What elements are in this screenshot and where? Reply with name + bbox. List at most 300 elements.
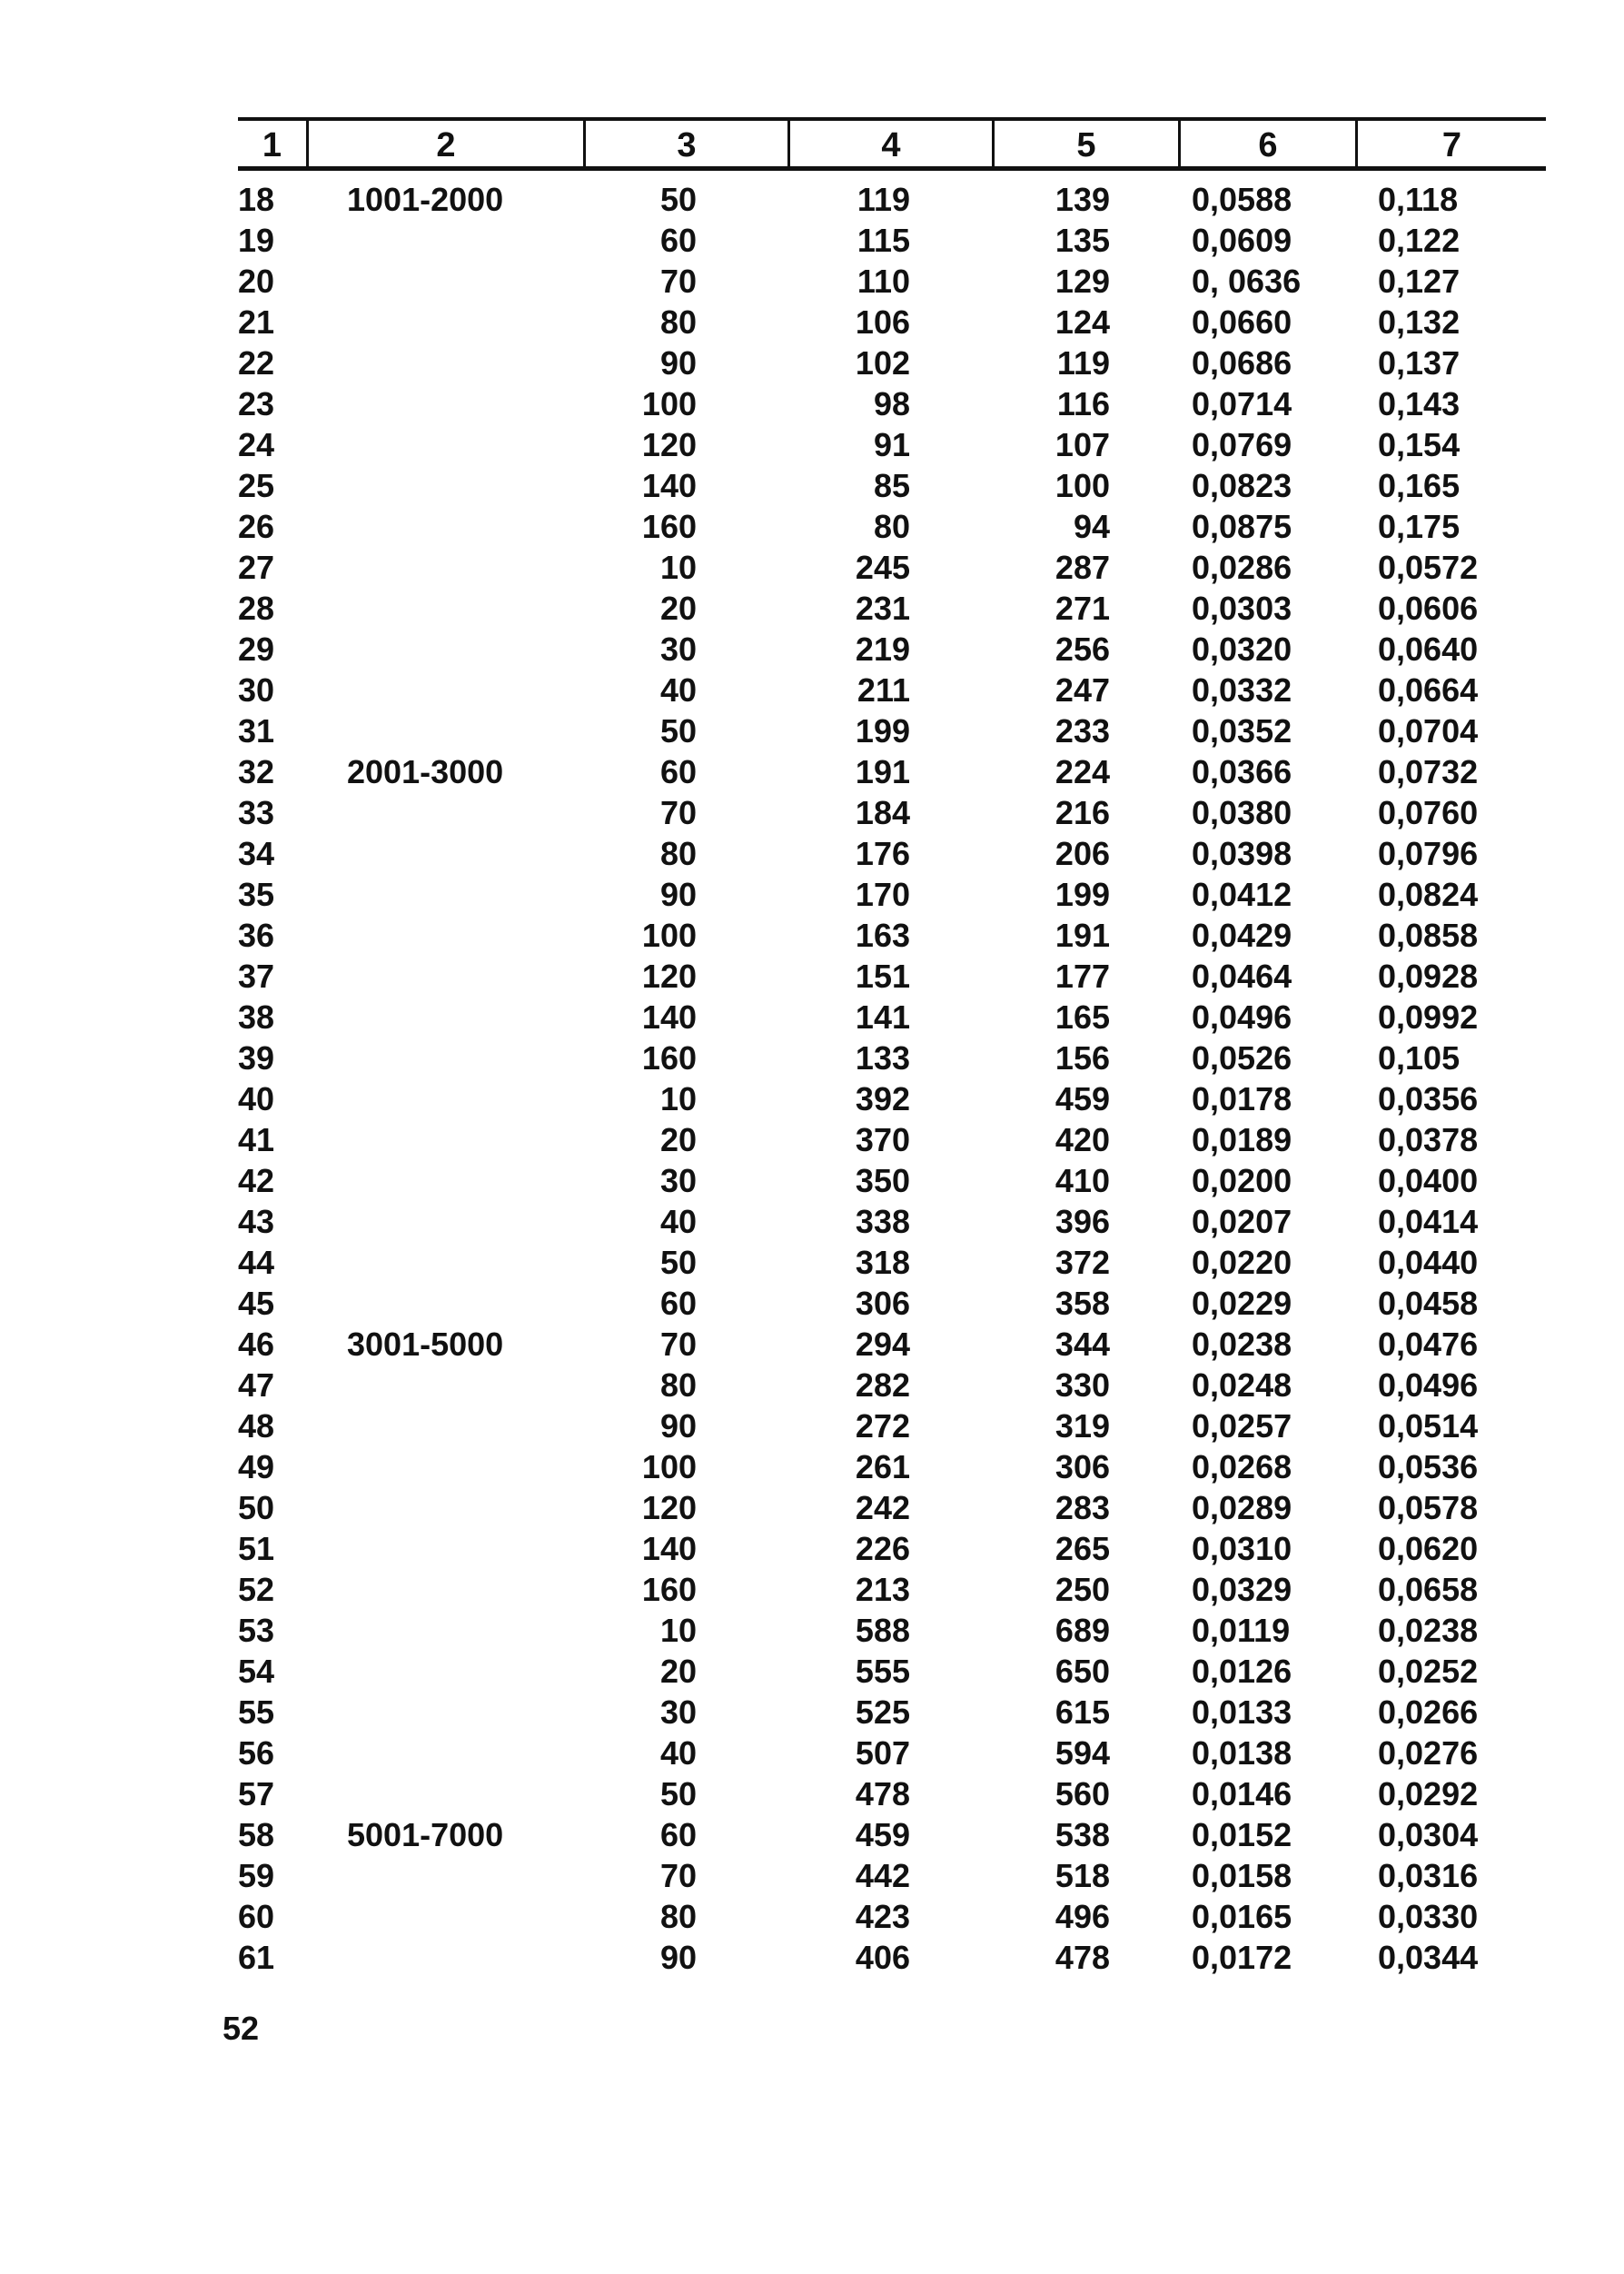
table-row — [238, 1651, 1546, 1692]
table-row — [238, 506, 1546, 547]
table-cell-col1: 20 — [238, 263, 275, 300]
table-cell-col1: 18 — [238, 181, 275, 218]
table-cell-col4: 141 — [855, 998, 910, 1036]
table-cell-col7: 0,122 — [1378, 222, 1461, 259]
table-row — [238, 1733, 1546, 1773]
table-cell-col5: 344 — [1055, 1326, 1110, 1363]
table-cell-col5: 247 — [1055, 671, 1110, 709]
table-row — [238, 1569, 1546, 1610]
table-cell-col6: 0,0286 — [1192, 549, 1292, 586]
table-cell-col6: 0,0609 — [1192, 222, 1292, 259]
column-header-7: 7 — [1441, 126, 1462, 164]
table-header-rule — [238, 166, 1546, 171]
table-cell-col5: 478 — [1055, 1939, 1110, 1976]
table-cell-col7: 0,154 — [1378, 426, 1461, 463]
table-row — [238, 343, 1546, 383]
table-cell-col2: 5001-7000 — [347, 1816, 504, 1853]
table-cell-col5: 358 — [1055, 1285, 1110, 1322]
table-cell-col4: 588 — [855, 1612, 910, 1649]
table-cell-col6: 0,0875 — [1192, 508, 1292, 545]
table-row — [238, 1855, 1546, 1896]
table-cell-col5: 177 — [1055, 958, 1110, 995]
table-row — [238, 1610, 1546, 1651]
table-cell-col1: 43 — [238, 1203, 275, 1240]
table-cell-col1: 60 — [238, 1898, 275, 1935]
table-cell-col3: 50 — [659, 1244, 697, 1281]
table-row — [238, 179, 1546, 220]
table-cell-col5: 330 — [1055, 1366, 1110, 1404]
table-cell-col4: 226 — [855, 1530, 910, 1567]
table-cell-col3: 60 — [659, 1285, 697, 1322]
table-cell-col7: 0,0496 — [1378, 1366, 1479, 1404]
table-cell-col1: 33 — [238, 794, 275, 831]
table-cell-col5: 124 — [1055, 303, 1110, 341]
table-row — [238, 1937, 1546, 1978]
table-cell-col4: 306 — [855, 1285, 910, 1322]
table-cell-col6: 0,0823 — [1192, 467, 1292, 504]
table-cell-col6: 0,0289 — [1192, 1489, 1292, 1526]
table-row — [238, 670, 1546, 710]
table-cell-col6: 0,0412 — [1192, 876, 1292, 913]
table-cell-col6: 0,0366 — [1192, 753, 1292, 790]
table-cell-col1: 28 — [238, 590, 275, 627]
table-cell-col1: 48 — [238, 1407, 275, 1445]
table-cell-col5: 139 — [1055, 181, 1110, 218]
table-cell-col1: 56 — [238, 1734, 275, 1772]
table-cell-col5: 560 — [1055, 1775, 1110, 1812]
table-cell-col1: 54 — [238, 1653, 275, 1690]
table-cell-col4: 199 — [855, 712, 910, 750]
table-row — [238, 997, 1546, 1038]
table-cell-col3: 60 — [659, 222, 697, 259]
table-row — [238, 1201, 1546, 1242]
table-cell-col4: 423 — [855, 1898, 910, 1935]
table-row — [238, 1446, 1546, 1487]
table-cell-col6: 0,0329 — [1192, 1571, 1292, 1608]
table-cell-col3: 10 — [659, 1612, 697, 1649]
column-header-4: 4 — [881, 126, 901, 164]
table-cell-col7: 0,0356 — [1378, 1080, 1479, 1117]
table-cell-col3: 50 — [659, 1775, 697, 1812]
table-cell-col3: 100 — [641, 1448, 697, 1485]
table-cell-col6: 0,0126 — [1192, 1653, 1292, 1690]
table-cell-col4: 91 — [873, 426, 910, 463]
table-cell-col5: 191 — [1055, 917, 1110, 954]
column-header-1: 1 — [262, 126, 282, 164]
table-cell-col7: 0,137 — [1378, 344, 1461, 382]
table-row — [238, 956, 1546, 997]
table-cell-col6: 0,0660 — [1192, 303, 1292, 341]
table-cell-col3: 10 — [659, 549, 697, 586]
table-cell-col1: 58 — [238, 1816, 275, 1853]
table-cell-col4: 507 — [855, 1734, 910, 1772]
table-cell-col3: 70 — [659, 794, 697, 831]
table-cell-col5: 233 — [1055, 712, 1110, 750]
table-cell-col4: 406 — [855, 1939, 910, 1976]
table-cell-col1: 21 — [238, 303, 275, 341]
table-cell-col7: 0,0514 — [1378, 1407, 1479, 1445]
table-row — [238, 1896, 1546, 1937]
table-cell-col4: 98 — [873, 385, 910, 422]
table-row — [238, 261, 1546, 302]
table-cell-col4: 219 — [855, 631, 910, 668]
table-cell-col7: 0,0400 — [1378, 1162, 1479, 1199]
table-cell-col6: 0,0310 — [1192, 1530, 1292, 1567]
table-cell-col5: 94 — [1073, 508, 1110, 545]
table-cell-col4: 231 — [855, 590, 910, 627]
table-cell-col1: 52 — [238, 1571, 275, 1608]
table-cell-col7: 0,132 — [1378, 303, 1461, 341]
table-cell-col7: 0,0344 — [1378, 1939, 1479, 1976]
table-cell-col4: 80 — [873, 508, 910, 545]
table-cell-col4: 184 — [855, 794, 910, 831]
table-cell-col5: 265 — [1055, 1530, 1110, 1567]
table-cell-col7: 0,0796 — [1378, 835, 1479, 872]
table-cell-col3: 70 — [659, 1326, 697, 1363]
table-cell-col6: 0,0320 — [1192, 631, 1292, 668]
table-cell-col7: 0,0578 — [1378, 1489, 1479, 1526]
table-cell-col1: 35 — [238, 876, 275, 913]
table-cell-col3: 140 — [641, 1530, 697, 1567]
table-cell-col6: 0,0398 — [1192, 835, 1292, 872]
table-cell-col3: 100 — [641, 917, 697, 954]
table-cell-col3: 20 — [659, 1653, 697, 1690]
table-cell-col5: 459 — [1055, 1080, 1110, 1117]
table-cell-col4: 442 — [855, 1857, 910, 1894]
table-row — [238, 424, 1546, 465]
table-cell-col7: 0,0252 — [1378, 1653, 1479, 1690]
table-cell-col7: 0,0732 — [1378, 753, 1479, 790]
table-cell-col6: 0,0714 — [1192, 385, 1292, 422]
table-cell-col4: 176 — [855, 835, 910, 872]
table-cell-col7: 0,0266 — [1378, 1693, 1479, 1731]
table-cell-col4: 213 — [855, 1571, 910, 1608]
table-cell-col7: 0,118 — [1378, 181, 1459, 218]
table-cell-col1: 53 — [238, 1612, 275, 1649]
table-cell-col6: 0,0189 — [1192, 1121, 1292, 1158]
table-cell-col5: 410 — [1055, 1162, 1110, 1199]
table-row — [238, 465, 1546, 506]
table-cell-col1: 26 — [238, 508, 275, 545]
table-cell-col1: 44 — [238, 1244, 275, 1281]
table-cell-col1: 59 — [238, 1857, 275, 1894]
table-cell-col6: 0,0220 — [1192, 1244, 1292, 1281]
table-cell-col4: 261 — [855, 1448, 910, 1485]
table-cell-col7: 0,0858 — [1378, 917, 1479, 954]
table-row — [238, 1242, 1546, 1283]
table-cell-col1: 47 — [238, 1366, 275, 1404]
table-cell-col2: 1001-2000 — [347, 181, 504, 218]
table-cell-col5: 518 — [1055, 1857, 1110, 1894]
table-cell-col4: 170 — [855, 876, 910, 913]
table-cell-col6: 0,0165 — [1192, 1898, 1292, 1935]
table-cell-col1: 55 — [238, 1693, 275, 1731]
table-cell-col4: 163 — [855, 917, 910, 954]
table-cell-col4: 191 — [855, 753, 910, 790]
table-cell-col1: 40 — [238, 1080, 275, 1117]
table-cell-col5: 119 — [1056, 344, 1110, 382]
table-cell-col3: 80 — [659, 1898, 697, 1935]
table-cell-col1: 31 — [238, 712, 275, 750]
table-cell-col3: 50 — [659, 181, 697, 218]
table-cell-col3: 90 — [659, 1939, 697, 1976]
table-cell-col7: 0,127 — [1378, 263, 1461, 300]
table-cell-col1: 50 — [238, 1489, 275, 1526]
table-row — [238, 220, 1546, 261]
table-cell-col1: 38 — [238, 998, 275, 1036]
table-cell-col3: 60 — [659, 1816, 697, 1853]
table-cell-col2: 2001-3000 — [347, 753, 504, 790]
table-cell-col7: 0,0316 — [1378, 1857, 1479, 1894]
table-cell-col7: 0,0572 — [1378, 549, 1479, 586]
table-row — [238, 383, 1546, 424]
table-cell-col5: 206 — [1055, 835, 1110, 872]
table-cell-col5: 165 — [1055, 998, 1110, 1036]
table-row — [238, 1814, 1546, 1855]
table-cell-col3: 140 — [641, 998, 697, 1036]
table-cell-col3: 90 — [659, 1407, 697, 1445]
table-cell-col5: 283 — [1055, 1489, 1110, 1526]
column-header-6: 6 — [1258, 126, 1278, 164]
table-cell-col3: 50 — [659, 712, 697, 750]
table-cell-col5: 199 — [1055, 876, 1110, 913]
table-cell-col1: 39 — [238, 1039, 275, 1077]
table-cell-col1: 24 — [238, 426, 275, 463]
table-cell-col3: 10 — [659, 1080, 697, 1117]
table-cell-col5: 396 — [1055, 1203, 1110, 1240]
table-cell-col1: 37 — [238, 958, 275, 995]
table-row — [238, 588, 1546, 629]
table-cell-col7: 0,165 — [1378, 467, 1461, 504]
table-cell-col4: 115 — [857, 222, 910, 259]
table-cell-col1: 36 — [238, 917, 275, 954]
table-cell-col5: 319 — [1055, 1407, 1110, 1445]
table-cell-col5: 224 — [1055, 753, 1110, 790]
table-cell-col7: 0,0824 — [1378, 876, 1479, 913]
table-cell-col7: 0,0378 — [1378, 1121, 1479, 1158]
table-cell-col3: 40 — [659, 1203, 697, 1240]
table-cell-col5: 216 — [1055, 794, 1110, 831]
table-row — [238, 302, 1546, 343]
table-row — [238, 710, 1546, 751]
table-cell-col5: 129 — [1055, 263, 1110, 300]
table-cell-col7: 0,143 — [1378, 385, 1461, 422]
table-cell-col4: 102 — [855, 344, 910, 382]
table-cell-col4: 392 — [855, 1080, 910, 1117]
table-cell-col4: 525 — [855, 1693, 910, 1731]
table-cell-col1: 34 — [238, 835, 275, 872]
table-cell-col7: 0,0440 — [1378, 1244, 1479, 1281]
table-cell-col4: 85 — [873, 467, 910, 504]
table-cell-col3: 90 — [659, 876, 697, 913]
table-row — [238, 792, 1546, 833]
table-cell-col3: 160 — [641, 1571, 697, 1608]
table-row — [238, 1283, 1546, 1324]
table-cell-col4: 555 — [855, 1653, 910, 1690]
table-cell-col6: 0,0769 — [1192, 426, 1292, 463]
table-row — [238, 1160, 1546, 1201]
table-cell-col3: 80 — [659, 303, 697, 341]
table-cell-col5: 615 — [1055, 1693, 1110, 1731]
table-row — [238, 1405, 1546, 1446]
table-cell-col7: 0,175 — [1378, 508, 1461, 545]
table-cell-col7: 0,0304 — [1378, 1816, 1479, 1853]
table-cell-col3: 40 — [659, 671, 697, 709]
table-cell-col7: 0,0640 — [1378, 631, 1479, 668]
table-cell-col6: 0,0146 — [1192, 1775, 1292, 1812]
table-cell-col1: 57 — [238, 1775, 275, 1812]
table-cell-col1: 32 — [238, 753, 275, 790]
table-cell-col5: 250 — [1055, 1571, 1110, 1608]
column-header-5: 5 — [1076, 126, 1096, 164]
table-cell-col6: 0,0133 — [1192, 1693, 1292, 1731]
table-cell-col5: 107 — [1055, 426, 1110, 463]
table-cell-col1: 46 — [238, 1326, 275, 1363]
table-cell-col3: 30 — [659, 1162, 697, 1199]
table-cell-col7: 0,0664 — [1378, 671, 1479, 709]
table-cell-col4: 478 — [855, 1775, 910, 1812]
table-cell-col3: 60 — [659, 753, 697, 790]
table-cell-col4: 318 — [855, 1244, 910, 1281]
table-cell-col7: 0,0928 — [1378, 958, 1479, 995]
table-cell-col7: 0,0704 — [1378, 712, 1479, 750]
table-cell-col4: 211 — [857, 671, 910, 709]
table-cell-col4: 282 — [855, 1366, 910, 1404]
table-cell-col3: 100 — [641, 385, 697, 422]
table-cell-col7: 0,0238 — [1378, 1612, 1479, 1649]
table-row — [238, 1119, 1546, 1160]
table-cell-col4: 106 — [855, 303, 910, 341]
table-cell-col5: 538 — [1055, 1816, 1110, 1853]
table-cell-col4: 110 — [857, 263, 910, 300]
table-cell-col6: 0,0257 — [1192, 1407, 1292, 1445]
table-row — [238, 1773, 1546, 1814]
table-row — [238, 1528, 1546, 1569]
table-cell-col5: 650 — [1055, 1653, 1110, 1690]
table-cell-col5: 372 — [1055, 1244, 1110, 1281]
table-cell-col6: 0,0200 — [1192, 1162, 1292, 1199]
table-cell-col7: 0,0620 — [1378, 1530, 1479, 1567]
table-cell-col5: 594 — [1055, 1734, 1110, 1772]
table-row — [238, 874, 1546, 915]
table-cell-col6: 0,0238 — [1192, 1326, 1292, 1363]
table-cell-col1: 25 — [238, 467, 275, 504]
table-cell-col5: 689 — [1055, 1612, 1110, 1649]
table-cell-col6: 0,0172 — [1192, 1939, 1292, 1976]
table-cell-col3: 120 — [641, 426, 697, 463]
table-cell-col3: 70 — [659, 263, 697, 300]
table-cell-col6: 0,0119 — [1192, 1612, 1291, 1649]
table-row — [238, 1365, 1546, 1405]
table-cell-col4: 242 — [855, 1489, 910, 1526]
table-cell-col6: 0,0332 — [1192, 671, 1292, 709]
table-cell-col3: 20 — [659, 1121, 697, 1158]
table-cell-col1: 22 — [238, 344, 275, 382]
table-cell-col1: 41 — [238, 1121, 275, 1158]
table-cell-col7: 0,0606 — [1378, 590, 1479, 627]
table-cell-col6: 0,0178 — [1192, 1080, 1292, 1117]
table-cell-col5: 271 — [1055, 590, 1110, 627]
table-cell-col3: 30 — [659, 631, 697, 668]
table-cell-col1: 45 — [238, 1285, 275, 1322]
table-cell-col4: 272 — [855, 1407, 910, 1445]
table-cell-col7: 0,0458 — [1378, 1285, 1479, 1322]
table-cell-col5: 496 — [1055, 1898, 1110, 1935]
table-cell-col6: 0,0207 — [1192, 1203, 1292, 1240]
table-cell-col1: 51 — [238, 1530, 275, 1567]
table-cell-col3: 30 — [659, 1693, 697, 1731]
table-cell-col3: 120 — [641, 958, 697, 995]
table-cell-col7: 0,0414 — [1378, 1203, 1479, 1240]
table-cell-col7: 0,0292 — [1378, 1775, 1479, 1812]
table-cell-col6: 0, 0636 — [1192, 263, 1302, 300]
table-cell-col5: 420 — [1055, 1121, 1110, 1158]
table-cell-col1: 61 — [238, 1939, 275, 1976]
table-cell-col4: 133 — [855, 1039, 910, 1077]
table-cell-col7: 0,0992 — [1378, 998, 1479, 1036]
table-row — [238, 1692, 1546, 1733]
table-cell-col7: 0,0536 — [1378, 1448, 1479, 1485]
table-cell-col7: 0,0330 — [1378, 1898, 1479, 1935]
column-header-2: 2 — [436, 126, 456, 164]
table-row — [238, 1038, 1546, 1078]
table-row — [238, 629, 1546, 670]
table-cell-col7: 0,0276 — [1378, 1734, 1479, 1772]
table-cell-col6: 0,0496 — [1192, 998, 1292, 1036]
table-cell-col3: 140 — [641, 467, 697, 504]
table-cell-col4: 370 — [855, 1121, 910, 1158]
table-row — [238, 833, 1546, 874]
table-cell-col5: 135 — [1055, 222, 1110, 259]
table-cell-col4: 338 — [855, 1203, 910, 1240]
table-cell-col1: 30 — [238, 671, 275, 709]
table-body — [238, 179, 1546, 1978]
table-row — [238, 1487, 1546, 1528]
table-cell-col3: 90 — [659, 344, 697, 382]
table-cell-col5: 116 — [1056, 385, 1110, 422]
table-cell-col5: 100 — [1055, 467, 1110, 504]
table-cell-col6: 0,0380 — [1192, 794, 1292, 831]
table-cell-col6: 0,0152 — [1192, 1816, 1292, 1853]
column-header-3: 3 — [677, 126, 697, 164]
table-cell-col3: 160 — [641, 508, 697, 545]
table-row — [238, 1324, 1546, 1365]
table-cell-col7: 0,0658 — [1378, 1571, 1479, 1608]
table-cell-col4: 294 — [855, 1326, 910, 1363]
table-row — [238, 915, 1546, 956]
table-cell-col6: 0,0686 — [1192, 344, 1292, 382]
table-cell-col3: 120 — [641, 1489, 697, 1526]
table-cell-col6: 0,0248 — [1192, 1366, 1292, 1404]
table-cell-col1: 29 — [238, 631, 275, 668]
table-cell-col6: 0,0526 — [1192, 1039, 1292, 1077]
table-cell-col1: 23 — [238, 385, 275, 422]
table-cell-col2: 3001-5000 — [347, 1326, 504, 1363]
table-cell-col4: 119 — [857, 181, 910, 218]
table-cell-col5: 256 — [1055, 631, 1110, 668]
table-cell-col1: 42 — [238, 1162, 275, 1199]
table-cell-col7: 0,0760 — [1378, 794, 1479, 831]
table-cell-col5: 287 — [1055, 549, 1110, 586]
table-cell-col3: 80 — [659, 1366, 697, 1404]
table-cell-col3: 160 — [641, 1039, 697, 1077]
table-cell-col4: 350 — [855, 1162, 910, 1199]
table-cell-col4: 151 — [855, 958, 910, 995]
table-cell-col5: 306 — [1055, 1448, 1110, 1485]
table-cell-col6: 0,0588 — [1192, 181, 1292, 218]
table-cell-col5: 156 — [1055, 1039, 1110, 1077]
table-row — [238, 547, 1546, 588]
